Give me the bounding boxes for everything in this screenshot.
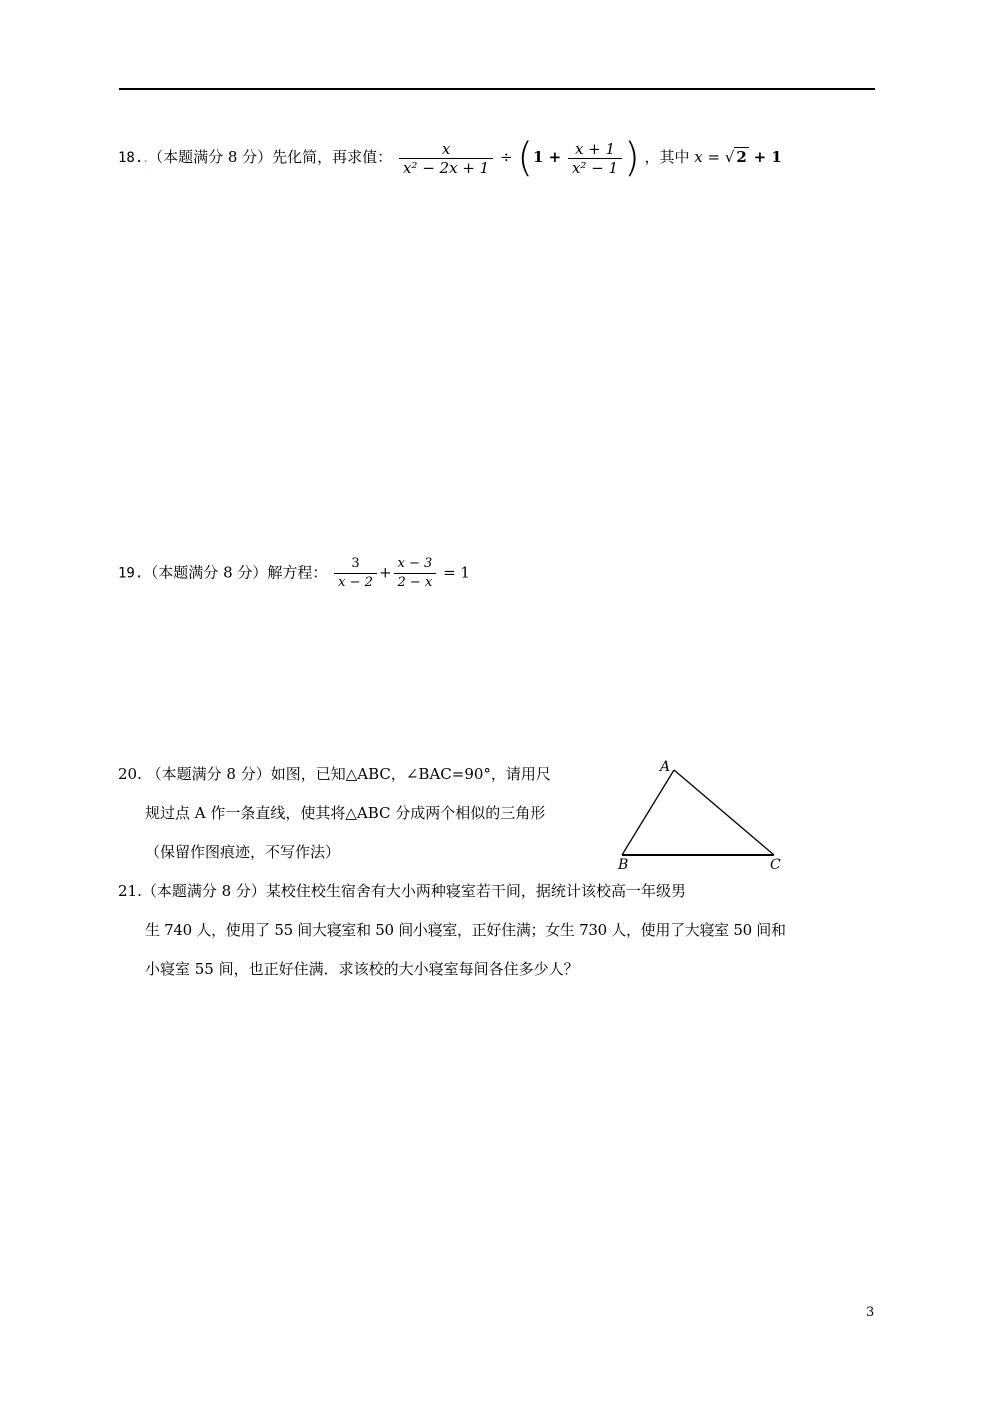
q21-line-2: 生 740 人，使用了 55 间大寝室和 50 间小寝室，正好住满；女生 730 人，使用了大寝室 50 间和: [145, 921, 786, 939]
q19-eq: = 1: [443, 563, 470, 582]
q18-frac2-num: x + 1: [568, 140, 622, 159]
q19-fraction-1: [334, 555, 377, 592]
q18-fraction-1: [399, 140, 493, 177]
q19-fraction-2: [394, 555, 437, 592]
page-number: 3: [866, 1305, 875, 1320]
q18-tail: ，其中: [644, 148, 690, 166]
q19-frac2-num: x − 3: [394, 555, 437, 574]
q19-frac2-den: 2 − x: [397, 575, 433, 590]
q18-dot: .: [143, 148, 149, 166]
q19-frac1-den: x − 2: [338, 575, 373, 590]
q19-head: （本题满分 8 分）解方程：: [143, 563, 328, 582]
q18-frac1-den: x² − 2x + 1: [402, 158, 490, 177]
question-19: [118, 555, 470, 592]
q18-cond-plus: + 1: [753, 148, 782, 166]
q18-div: ÷: [499, 148, 513, 166]
label-a: A: [660, 759, 671, 775]
label-c: C: [770, 857, 781, 870]
q19-frac1-num: 3: [334, 555, 377, 574]
q18-fraction-2: [568, 140, 622, 177]
q18-frac1-num: x: [399, 140, 493, 159]
triangle-abc-diagram: [612, 758, 787, 870]
q19-plus: +: [378, 563, 392, 582]
q20-line-2: 规过点 A 作一条直线，使其将△ABC 分成两个相似的三角形: [145, 804, 546, 822]
question-18: [118, 135, 782, 181]
q18-cond-rad: 2: [736, 148, 747, 166]
header-rule: [119, 88, 875, 90]
q21-line-1: 21.（本题满分 8 分）某校住校生宿舍有大小两种寝室若干间，据统计该校高一年级男: [118, 882, 686, 900]
q18-one-plus: 1 +: [532, 148, 562, 166]
sqrt-icon: √: [724, 148, 735, 166]
q18-cond-lhs: x =: [694, 148, 721, 166]
q18-number: 18.: [118, 150, 144, 166]
left-paren-icon: (: [517, 135, 533, 181]
q18-sqrt: [725, 147, 749, 167]
q18-head: （本题满分 8 分）先化简，再求值：: [148, 148, 393, 166]
q19-number: 19.: [118, 565, 144, 582]
right-paren-icon: ): [624, 135, 640, 181]
q20-line-1: 20. （本题满分 8 分）如图，已知△ABC，∠BAC=90°，请用尺: [118, 765, 551, 783]
label-b: B: [618, 857, 629, 870]
side-ab: [622, 770, 674, 855]
q18-frac2-den: x² − 1: [571, 158, 619, 177]
q20-line-3: （保留作图痕迹，不写作法）: [145, 843, 341, 861]
side-ac: [674, 770, 774, 855]
q21-line-3: 小寝室 55 间，也正好住满．求该校的大小寝室每间各住多少人？: [145, 960, 579, 978]
